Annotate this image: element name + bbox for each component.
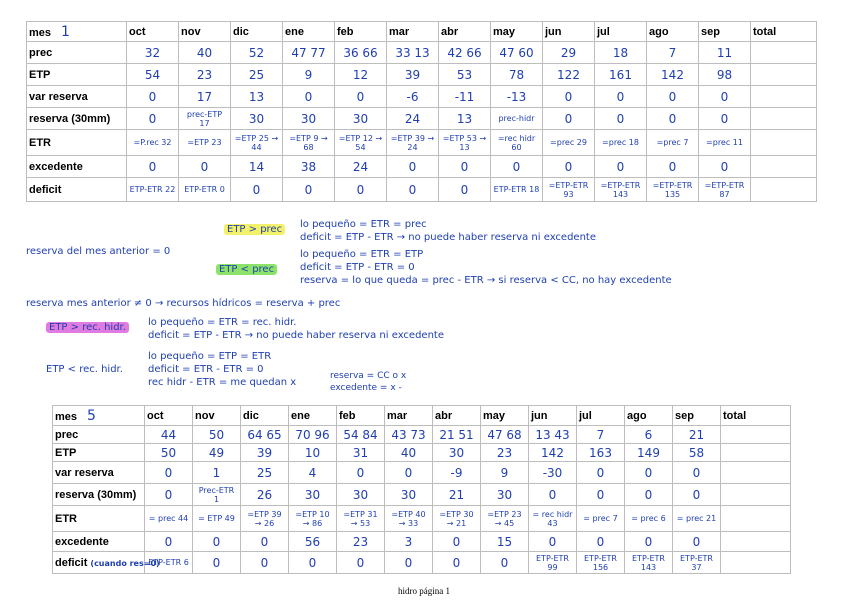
- table-cell: [751, 42, 817, 64]
- table-cell: 21 51: [433, 426, 481, 444]
- note-line: deficit = ETP - ETR = 0: [300, 262, 415, 273]
- table-cell: ETP-ETR 18: [491, 178, 543, 202]
- table-cell: 30: [231, 108, 283, 130]
- table-cell: 7: [647, 42, 699, 64]
- table-cell: 0: [577, 462, 625, 484]
- note-line: rec hidr - ETR = me quedan x: [148, 377, 297, 388]
- table-cell: 0: [231, 178, 283, 202]
- table-cell: 0: [647, 108, 699, 130]
- table-cell: -30: [529, 462, 577, 484]
- table-cell: 56: [289, 532, 337, 552]
- month-header: jun: [543, 22, 595, 42]
- row-label: prec: [53, 426, 145, 444]
- table-cell: 49: [193, 444, 241, 462]
- table-cell: 13: [231, 86, 283, 108]
- table-cell: 36 66: [335, 42, 387, 64]
- table-cell: 9: [481, 462, 529, 484]
- table-cell: 33 13: [387, 42, 439, 64]
- table-cell: 50: [145, 444, 193, 462]
- mes-number: 5: [87, 407, 96, 424]
- note-line: lo pequeño = ETR = prec: [300, 219, 427, 230]
- table-cell: 29: [543, 42, 595, 64]
- row-label: deficit (cuando res=0): [53, 552, 145, 574]
- note-a2-lines: [300, 248, 672, 287]
- table-cell: 0: [439, 178, 491, 202]
- month-header: dic: [231, 22, 283, 42]
- table-cell: -13: [491, 86, 543, 108]
- table-cell: 9: [283, 64, 335, 86]
- row-label: prec: [27, 42, 127, 64]
- note-line: reserva = lo que queda = prec - ETR → si reserva < CC, no hay excedente: [300, 275, 672, 286]
- table-cell: 15: [481, 532, 529, 552]
- table-cell: 0: [481, 552, 529, 574]
- note-line: reserva = CC o x: [330, 371, 407, 381]
- table-row: [53, 484, 791, 506]
- table-cell: -11: [439, 86, 491, 108]
- table-cell: 31: [337, 444, 385, 462]
- table-cell: 0: [337, 462, 385, 484]
- table-cell: =prec 18: [595, 130, 647, 156]
- table-cell: 78: [491, 64, 543, 86]
- table-cell: [751, 178, 817, 202]
- table-cell: =ETP 23 → 45: [481, 506, 529, 532]
- table-cell: =prec 11: [699, 130, 751, 156]
- month-header: feb: [337, 406, 385, 426]
- table-cell: 0: [491, 156, 543, 178]
- note-b2-result: [330, 370, 406, 394]
- table-cell: 54: [127, 64, 179, 86]
- table-row: [27, 178, 817, 202]
- table-cell: 0: [673, 532, 721, 552]
- table-cell: =ETP 10 → 86: [289, 506, 337, 532]
- table-cell: 58: [673, 444, 721, 462]
- month-header: jul: [595, 22, 647, 42]
- row-label: reserva (30mm): [53, 484, 145, 506]
- table-row: [53, 444, 791, 462]
- month-header: mar: [385, 406, 433, 426]
- table-cell: =ETP-ETR 135: [647, 178, 699, 202]
- note-branch-b1: [46, 322, 129, 333]
- cond-etp-gt-rechidr: ETP > rec. hidr.: [46, 322, 129, 333]
- table-cell: 53: [439, 64, 491, 86]
- table-cell: [751, 130, 817, 156]
- month-header: may: [481, 406, 529, 426]
- table-cell: 0: [543, 86, 595, 108]
- table-cell: =ETP-ETR 143: [595, 178, 647, 202]
- table-row: [27, 108, 817, 130]
- table-cell: ETP-ETR 143: [625, 552, 673, 574]
- table-cell: 43 73: [385, 426, 433, 444]
- table-cell: =P.rec 32: [127, 130, 179, 156]
- table-cell: 64 65: [241, 426, 289, 444]
- table-cell: 17: [179, 86, 231, 108]
- cond-etp-lt-rechidr: ETP < rec. hidr.: [46, 364, 123, 375]
- table-cell: =ETP 40 → 33: [385, 506, 433, 532]
- table-cell: 39: [241, 444, 289, 462]
- table-cell: 0: [699, 108, 751, 130]
- table-cell: = prec 21: [673, 506, 721, 532]
- table-cell: 0: [127, 86, 179, 108]
- row-label: ETP: [27, 64, 127, 86]
- table-cell: 0: [699, 156, 751, 178]
- table-cell: -9: [433, 462, 481, 484]
- table-cell: 0: [699, 86, 751, 108]
- mes-number: 1: [61, 23, 70, 40]
- row-label: excedente: [53, 532, 145, 552]
- table-cell: 0: [433, 552, 481, 574]
- mes-header: mes 1: [27, 22, 127, 42]
- table-cell: =ETP 39 → 26: [241, 506, 289, 532]
- table-cell: 23: [179, 64, 231, 86]
- table-cell: = ETP 49: [193, 506, 241, 532]
- table-row: [53, 506, 791, 532]
- table-cell: =rec hidr 60: [491, 130, 543, 156]
- table-cell: = rec hidr 43: [529, 506, 577, 532]
- table-cell: =ETP-ETR 93: [543, 178, 595, 202]
- table-cell: 30: [433, 444, 481, 462]
- note-b1-lines: [148, 316, 444, 342]
- table-cell: 0: [433, 532, 481, 552]
- table-cell: 0: [387, 156, 439, 178]
- table-cell: prec-hidr: [491, 108, 543, 130]
- table-cell: 0: [127, 156, 179, 178]
- table-cell: =ETP 53 → 13: [439, 130, 491, 156]
- page-footer: hidro página 1: [398, 586, 450, 596]
- table-cell: [721, 552, 791, 574]
- table-cell: [751, 156, 817, 178]
- mes-header: mes 5: [53, 406, 145, 426]
- table-cell: -6: [387, 86, 439, 108]
- table-cell: = prec 44: [145, 506, 193, 532]
- table-cell: =ETP 23: [179, 130, 231, 156]
- row-label-note: (cuando res=0): [90, 558, 160, 568]
- note-line: deficit = ETP - ETR → no puede haber reserva ni excedente: [300, 232, 596, 243]
- table-cell: ETP-ETR 0: [179, 178, 231, 202]
- table-row: [27, 42, 817, 64]
- note-line: deficit = ETP - ETR → no puede haber reserva ni excedente: [148, 330, 444, 341]
- note-branch-a2: [216, 264, 277, 275]
- row-label: deficit: [27, 178, 127, 202]
- table-cell: 4: [289, 462, 337, 484]
- cond-etp-lt-prec: ETP < prec: [216, 264, 277, 275]
- table-cell: 0: [145, 532, 193, 552]
- table-row: [27, 130, 817, 156]
- note-branch-a1: [224, 224, 285, 235]
- table-cell: 0: [673, 462, 721, 484]
- table-cell: 26: [241, 484, 289, 506]
- table-cell: 39: [387, 64, 439, 86]
- month-header: may: [491, 22, 543, 42]
- table-cell: 21: [433, 484, 481, 506]
- month-header: oct: [145, 406, 193, 426]
- table-row: [53, 462, 791, 484]
- table-cell: 0: [529, 484, 577, 506]
- table-cell: 0: [241, 532, 289, 552]
- table-cell: 7: [577, 426, 625, 444]
- water-balance-table-2: [52, 405, 791, 574]
- table-cell: 44: [145, 426, 193, 444]
- table-cell: ETP-ETR 99: [529, 552, 577, 574]
- table-cell: [721, 484, 791, 506]
- table-cell: 23: [481, 444, 529, 462]
- table-cell: 0: [335, 178, 387, 202]
- table-cell: 30: [385, 484, 433, 506]
- header-row: [53, 406, 791, 426]
- month-header: abr: [439, 22, 491, 42]
- table-cell: [721, 426, 791, 444]
- month-header: jul: [577, 406, 625, 426]
- table-cell: 13: [439, 108, 491, 130]
- table-cell: 24: [387, 108, 439, 130]
- table-cell: ETP-ETR 22: [127, 178, 179, 202]
- table-cell: 163: [577, 444, 625, 462]
- note-a1-lines: [300, 218, 596, 244]
- table-cell: 42 66: [439, 42, 491, 64]
- table-cell: 40: [179, 42, 231, 64]
- table-row: [53, 532, 791, 552]
- note-line: excedente = x -: [330, 383, 402, 393]
- table-row: [27, 156, 817, 178]
- table-cell: 0: [193, 552, 241, 574]
- row-label: var reserva: [53, 462, 145, 484]
- table-cell: 0: [595, 86, 647, 108]
- table-cell: =ETP 30 → 21: [433, 506, 481, 532]
- month-header: mar: [387, 22, 439, 42]
- table-cell: 21: [673, 426, 721, 444]
- row-label: ETP: [53, 444, 145, 462]
- table-cell: =ETP 31 → 53: [337, 506, 385, 532]
- table-cell: 18: [595, 42, 647, 64]
- table-cell: 10: [289, 444, 337, 462]
- table-cell: 30: [481, 484, 529, 506]
- table-row: [27, 86, 817, 108]
- table-cell: 24: [335, 156, 387, 178]
- note-reserva-nonzero: reserva mes anterior ≠ 0 → recursos hídricos = reserva + prec: [26, 298, 341, 309]
- table-cell: 0: [543, 156, 595, 178]
- table-cell: 25: [231, 64, 283, 86]
- table-cell: 0: [647, 156, 699, 178]
- table-cell: [721, 506, 791, 532]
- row-label: var reserva: [27, 86, 127, 108]
- month-header: feb: [335, 22, 387, 42]
- table-cell: [721, 532, 791, 552]
- table-cell: 0: [625, 462, 673, 484]
- table-cell: 0: [595, 108, 647, 130]
- table-cell: 122: [543, 64, 595, 86]
- table-cell: 142: [647, 64, 699, 86]
- row-label: ETR: [27, 130, 127, 156]
- table-cell: 47 60: [491, 42, 543, 64]
- table-cell: =ETP 39 → 24: [387, 130, 439, 156]
- table-cell: 0: [179, 156, 231, 178]
- table-cell: 12: [335, 64, 387, 86]
- table-cell: Prec-ETR 1: [193, 484, 241, 506]
- table-cell: 0: [289, 552, 337, 574]
- table-cell: 47 77: [283, 42, 335, 64]
- table-cell: 0: [673, 484, 721, 506]
- table-cell: 32: [127, 42, 179, 64]
- cond-etp-gt-prec: ETP > prec: [224, 224, 285, 235]
- table-cell: 30: [283, 108, 335, 130]
- table-cell: 30: [289, 484, 337, 506]
- table-cell: 0: [529, 532, 577, 552]
- table-cell: 25: [241, 462, 289, 484]
- table-cell: 0: [193, 532, 241, 552]
- table-cell: 0: [595, 156, 647, 178]
- month-header: ene: [283, 22, 335, 42]
- table-cell: 0: [439, 156, 491, 178]
- table-cell: 3: [385, 532, 433, 552]
- table-cell: 0: [337, 552, 385, 574]
- table-cell: 23: [337, 532, 385, 552]
- table-cell: 98: [699, 64, 751, 86]
- table-cell: =ETP 12 → 54: [335, 130, 387, 156]
- table-cell: 0: [335, 86, 387, 108]
- note-branch-b2: [46, 364, 123, 375]
- table-cell: =prec 29: [543, 130, 595, 156]
- table-row: [53, 552, 791, 574]
- table-cell: 142: [529, 444, 577, 462]
- table-cell: =ETP 25 → 44: [231, 130, 283, 156]
- note-b2-lines: [148, 350, 296, 389]
- table-cell: 0: [283, 178, 335, 202]
- month-header: abr: [433, 406, 481, 426]
- month-header: oct: [127, 22, 179, 42]
- table-cell: 149: [625, 444, 673, 462]
- table-cell: 0: [625, 484, 673, 506]
- table-cell: 30: [335, 108, 387, 130]
- row-label: ETR: [53, 506, 145, 532]
- table-cell: 0: [241, 552, 289, 574]
- row-label: excedente: [27, 156, 127, 178]
- table-row: [53, 426, 791, 444]
- table-cell: 13 43: [529, 426, 577, 444]
- table-cell: 30: [337, 484, 385, 506]
- table-cell: 11: [699, 42, 751, 64]
- month-header: nov: [193, 406, 241, 426]
- month-header: total: [751, 22, 817, 42]
- table-cell: 0: [283, 86, 335, 108]
- header-row: [27, 22, 817, 42]
- note-line: lo pequeño = ETR = rec. hidr.: [148, 317, 297, 328]
- table-cell: 0: [385, 552, 433, 574]
- table-cell: [751, 64, 817, 86]
- table-cell: 54 84: [337, 426, 385, 444]
- table-cell: ETP-ETR 37: [673, 552, 721, 574]
- table-cell: 70 96: [289, 426, 337, 444]
- table-cell: 0: [385, 462, 433, 484]
- table-cell: [721, 462, 791, 484]
- table-cell: 0: [127, 108, 179, 130]
- table-cell: 38: [283, 156, 335, 178]
- month-header: ago: [625, 406, 673, 426]
- water-balance-table-1: [26, 21, 817, 202]
- table-cell: 0: [577, 484, 625, 506]
- month-header: ene: [289, 406, 337, 426]
- table-cell: =prec 7: [647, 130, 699, 156]
- table-cell: ETP-ETR 156: [577, 552, 625, 574]
- table-cell: 0: [625, 532, 673, 552]
- note-line: lo pequeño = ETP = ETR: [148, 351, 272, 362]
- table-cell: =ETP-ETR 87: [699, 178, 751, 202]
- month-header: sep: [673, 406, 721, 426]
- month-header: jun: [529, 406, 577, 426]
- table-cell: 0: [145, 462, 193, 484]
- table-cell: = prec 6: [625, 506, 673, 532]
- table-cell: 1: [193, 462, 241, 484]
- note-line: deficit = ETR - ETR = 0: [148, 364, 264, 375]
- table-cell: [721, 444, 791, 462]
- table-cell: prec-ETP 17: [179, 108, 231, 130]
- month-header: dic: [241, 406, 289, 426]
- table-cell: [751, 86, 817, 108]
- month-header: sep: [699, 22, 751, 42]
- table-cell: 0: [647, 86, 699, 108]
- note-reserva-zero: reserva del mes anterior = 0: [26, 246, 171, 257]
- month-header: total: [721, 406, 791, 426]
- month-header: ago: [647, 22, 699, 42]
- table-cell: =ETP 9 → 68: [283, 130, 335, 156]
- note-line: lo pequeño = ETR = ETP: [300, 249, 424, 260]
- table-row: [27, 64, 817, 86]
- table-cell: 161: [595, 64, 647, 86]
- table-cell: 0: [387, 178, 439, 202]
- table-cell: 0: [543, 108, 595, 130]
- table-cell: 52: [231, 42, 283, 64]
- table-cell: 0: [145, 484, 193, 506]
- row-label: reserva (30mm): [27, 108, 127, 130]
- table-cell: 6: [625, 426, 673, 444]
- table-cell: 0: [577, 532, 625, 552]
- table-cell: 47 68: [481, 426, 529, 444]
- table-cell: = prec 7: [577, 506, 625, 532]
- table-cell: 40: [385, 444, 433, 462]
- table-cell: [751, 108, 817, 130]
- month-header: nov: [179, 22, 231, 42]
- table-cell: 14: [231, 156, 283, 178]
- table-cell: ETP-ETR 6: [145, 552, 193, 574]
- table-cell: 50: [193, 426, 241, 444]
